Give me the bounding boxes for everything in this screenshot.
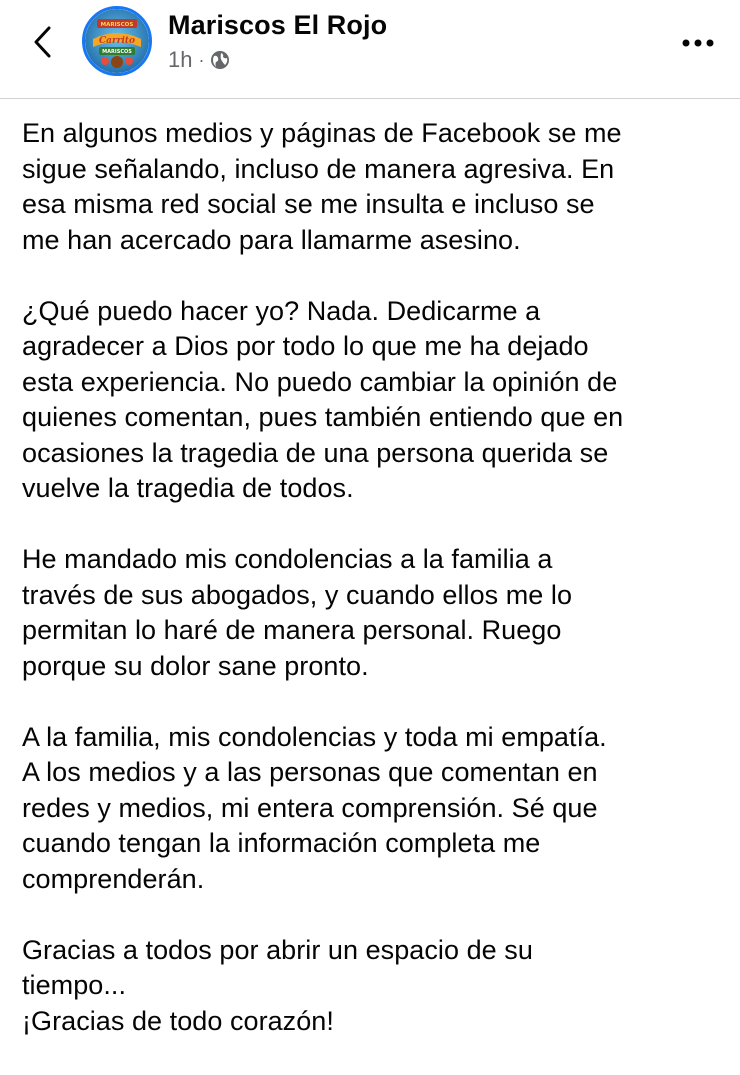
- logo-text-bottom: MARISCOS: [102, 49, 132, 55]
- post-paragraph: He mandado mis condolencias a la familia a través de sus abogados, y cuando ellos me lo permitan lo haré de manera personal. Ruego porque su dolor sane pronto.: [22, 544, 573, 681]
- post-meta: [168, 47, 230, 73]
- page-name[interactable]: Mariscos El Rojo: [168, 10, 388, 40]
- post-paragraph: A la familia, mis condolencias y toda mi empatía. A los medios y a las personas que comentan en redes y medios, mi entera comprensión. Sé que cuando tengan la información completa me comprenderán.: [22, 721, 607, 894]
- post-header: [0, 0, 740, 99]
- post-paragraph: En algunos medios y páginas de Facebook se me sigue señalando, incluso de manera agresiva. En esa misma red social se me insulta e incluso se me han acercado para llamarme asesino.: [22, 118, 622, 255]
- globe-icon[interactable]: [210, 50, 230, 70]
- page-logo: [85, 9, 149, 73]
- meta-separator: ·: [198, 49, 205, 70]
- more-options-button[interactable]: [676, 28, 720, 58]
- page-avatar[interactable]: [82, 6, 152, 76]
- ellipsis-icon: [681, 38, 715, 48]
- back-button[interactable]: [22, 20, 62, 64]
- logo-text-mid: Carrito: [98, 36, 136, 46]
- post-paragraph: Gracias a todos por abrir un espacio de su tiempo... ¡Gracias de todo corazón!: [22, 934, 533, 1036]
- chevron-left-icon: [31, 25, 53, 59]
- post-body: [22, 116, 722, 1075]
- post-paragraph: ¿Qué puedo hacer yo? Nada. Dedicarme a agradecer a Dios por todo lo que me ha dejado esta experiencia. No puedo cambiar la opinión de quienes comentan, pues también entiendo que en ocasiones la tragedia de una persona querida se vuelve la tragedia de todos.: [22, 295, 624, 503]
- post-time[interactable]: 1h: [168, 47, 193, 72]
- logo-text-top: MARISCOS: [100, 22, 134, 28]
